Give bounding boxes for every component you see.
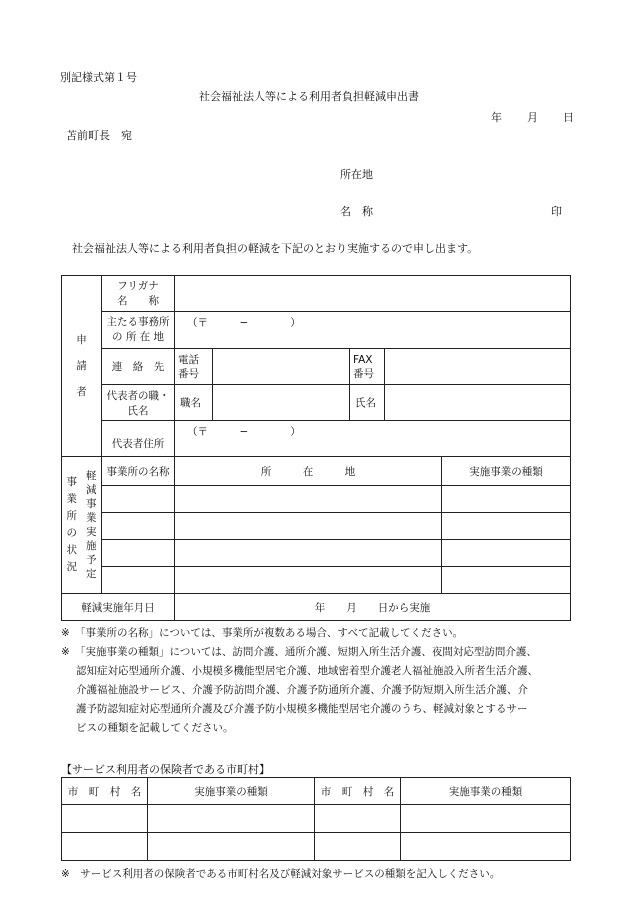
municipality-cell[interactable] [315,805,401,833]
date-month: 月 [527,111,538,124]
service-type-header: 実施事業の種類 [442,457,571,486]
service-type-cell[interactable] [148,805,315,833]
furigana-name-label: フリガナ 名 称 [102,276,175,312]
service-type-cell[interactable] [442,513,571,540]
service-type-cell[interactable] [148,833,315,861]
office-status-label: 事 業 所 の 状 況 [62,457,82,594]
note-service-type-cont: 介護福祉施設サービス、介護予防訪問介護、介護予防通所介護、介護予防短期入所生活介護、介 [76,684,528,696]
phone-field[interactable] [213,349,350,385]
contact-label: 連 絡 先 [102,349,175,385]
office-name-cell[interactable] [102,540,175,567]
date-year: 年 [491,111,502,124]
location-cell[interactable] [175,540,442,567]
form-number: 別記様式第１号 [60,71,137,84]
location-cell[interactable] [175,513,442,540]
applicant-side-label: 申 請 者 [62,276,102,457]
note-service-type-cont: 護予防認知症対応型通所介護及び介護予防小規模多機能型居宅介護のうち、軽減対象とするサー [76,703,528,715]
office-name-header: 事業所の名称 [102,457,175,486]
name-field[interactable] [175,276,571,312]
rep-address-label: 代表者住所 [102,421,175,457]
date-day: 日 [563,111,574,124]
note-service-type-cont: 認知症対応型通所介護、小規模多機能型居宅介護、地域密着型介護老人福祉施設入所者生活介護、 [76,665,538,677]
office-location-label: 主たる事務所 の 所 在 地 [102,312,175,349]
seal-mark: 印 [551,205,562,218]
office-name-cell[interactable] [102,567,175,594]
note-service-type-cont: ビスの種類を記載してください。 [76,722,234,734]
job-title-label: 職名 [175,385,213,421]
municipality-table [61,777,571,861]
office-name-cell[interactable] [102,486,175,513]
fax-field[interactable] [385,349,571,385]
municipality-cell[interactable] [62,833,148,861]
service-type-header: 実施事業の種類 [401,778,571,805]
application-table [61,275,571,621]
fax-label: FAX 番号 [350,349,385,385]
municipality-cell[interactable] [315,833,401,861]
service-type-cell[interactable] [401,833,571,861]
office-location-field[interactable]: （〒 − ） [175,312,571,349]
phone-label: 電話 番号 [175,349,213,385]
municipality-header: 市 町 村 名 [315,778,401,805]
document-title: 社会福祉法人等による利用者負担軽減申出書 [199,90,419,103]
reduction-plan-label: 軽 減 事 業 実 施 予 定 [82,457,102,594]
municipality-section-heading: 【サービス利用者の保険者である市町村】 [61,763,270,776]
footer-note: ※ サービス利用者の保険者である市町村名及び軽減対象サービスの種類を記入しください。 [61,868,501,880]
service-type-cell[interactable] [442,486,571,513]
start-date-label: 軽減実施年月日 [62,594,175,621]
service-type-header: 実施事業の種類 [148,778,315,805]
municipality-header: 市 町 村 名 [62,778,148,805]
person-name-field[interactable] [385,385,571,421]
municipality-cell[interactable] [62,805,148,833]
statement: 社会福祉法人等による利用者負担の軽減を下記のとおり実施するので申し出ます。 [72,242,479,255]
note-service-type: ※ 「実施事業の種類」については、訪問介護、通所介護、短期入所生活介護、夜間対応型訪問介護、 [61,646,537,658]
address-label: 所在地 [340,168,373,181]
service-type-cell[interactable] [442,540,571,567]
note-office-name: ※ 「事業所の名称」については、事業所が複数ある場合、すべて記載してください。 [61,627,464,639]
service-type-cell[interactable] [401,805,571,833]
name-label: 名 称 [340,205,373,218]
office-name-cell[interactable] [102,513,175,540]
person-name-label: 氏名 [350,385,385,421]
job-title-field[interactable] [213,385,350,421]
start-date-field[interactable]: 年 月 日から実施 [175,594,571,621]
location-header: 所 在 地 [175,457,442,486]
addressee: 苫前町長 宛 [66,129,132,142]
location-cell[interactable] [175,567,442,594]
location-cell[interactable] [175,486,442,513]
service-type-cell[interactable] [442,567,571,594]
representative-label: 代表者の職・氏名 [102,385,175,421]
rep-address-field[interactable]: （〒 − ） [175,421,571,457]
